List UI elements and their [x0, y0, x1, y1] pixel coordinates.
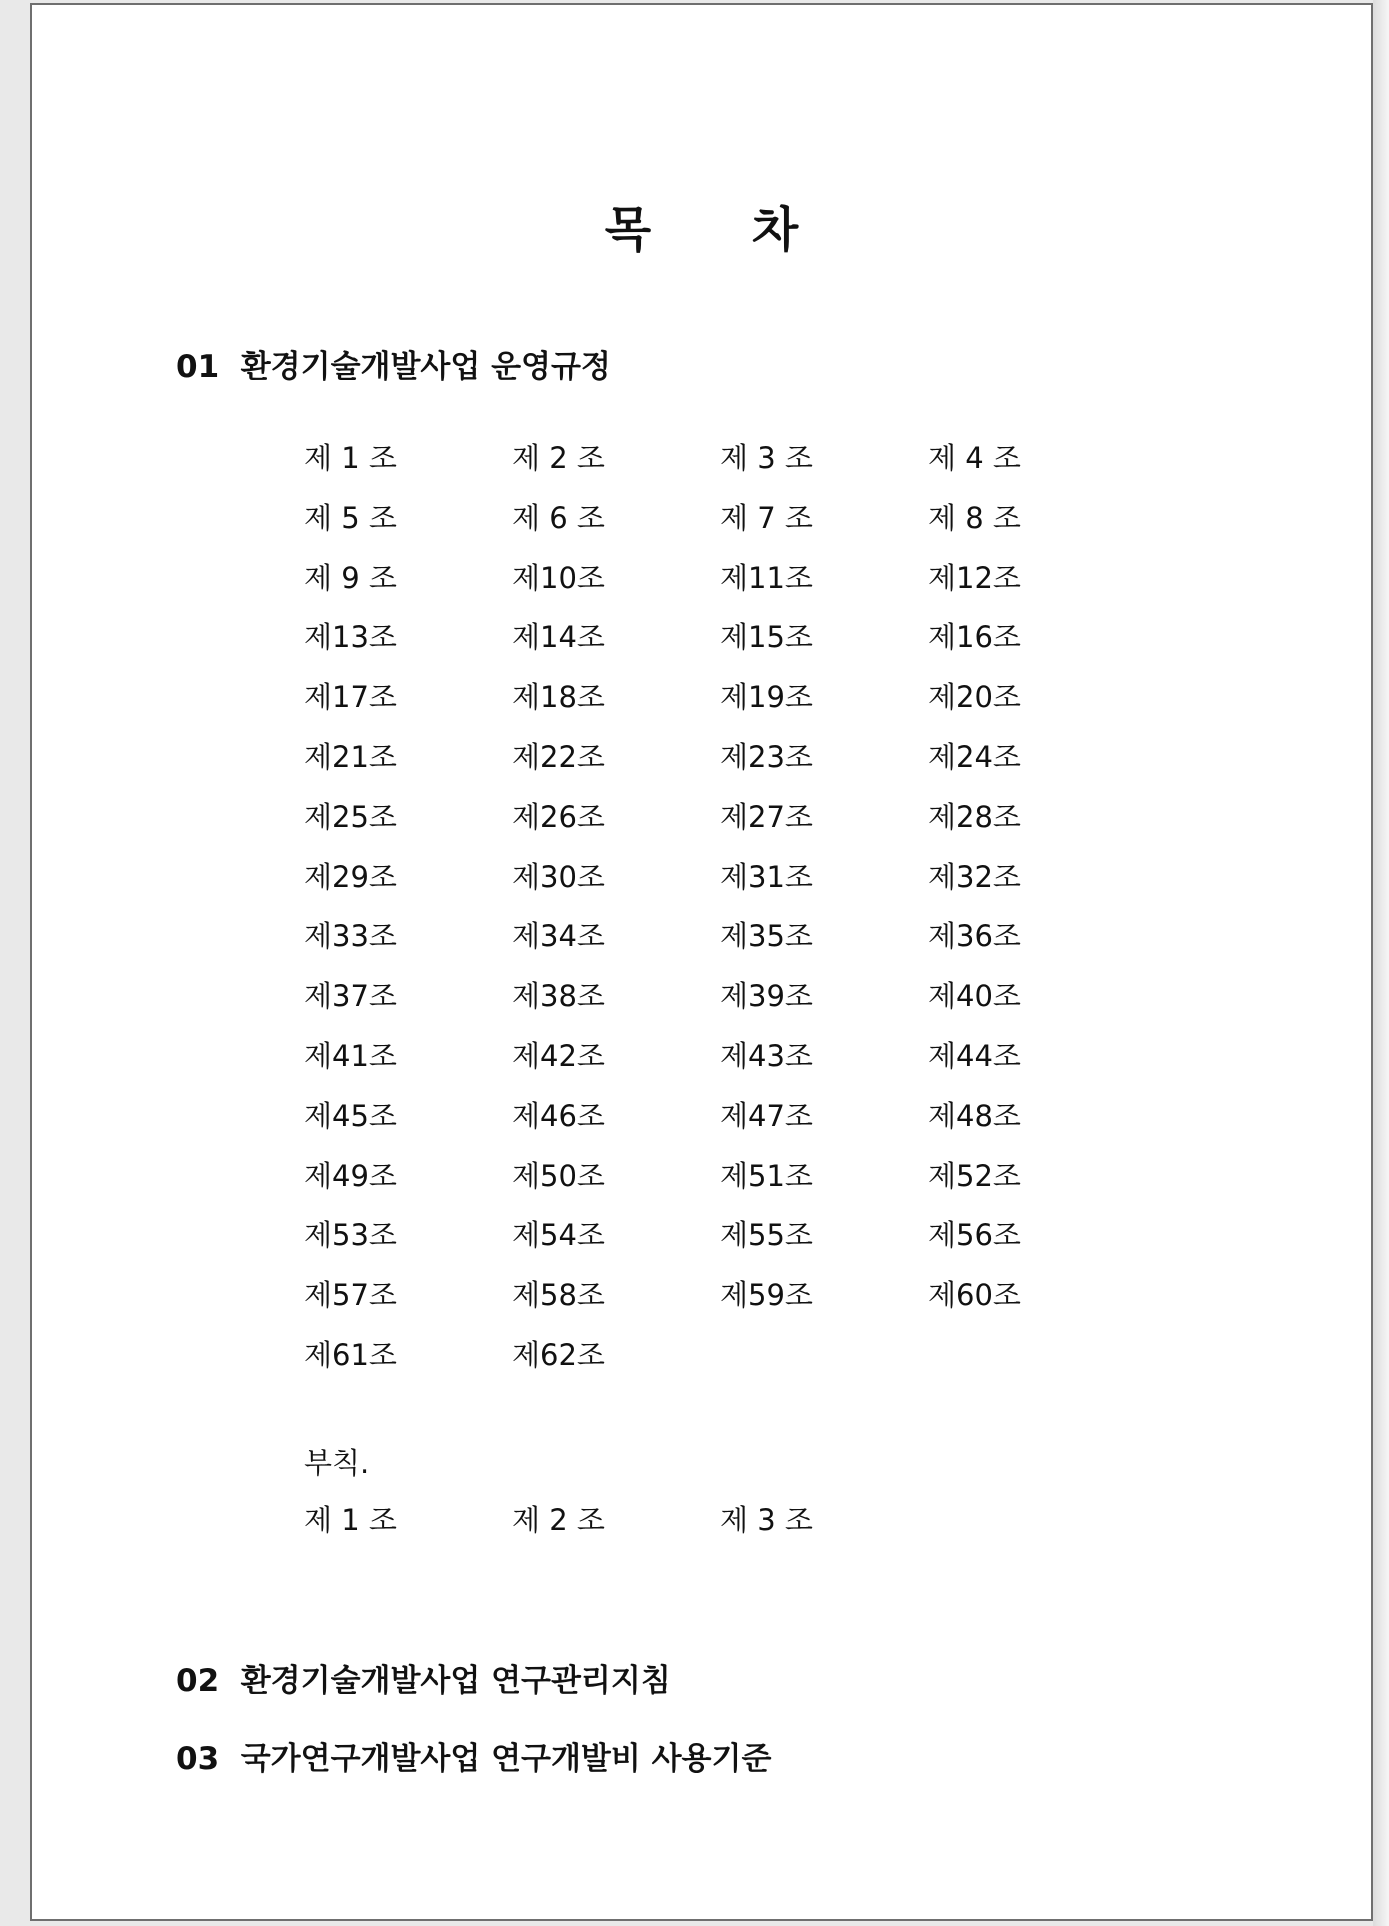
article-link[interactable]: 제50조: [512, 1158, 605, 1193]
article-link[interactable]: 제15조: [720, 620, 813, 655]
article-link[interactable]: 제 4 조: [928, 441, 1021, 475]
article-link[interactable]: 제40조: [928, 979, 1021, 1014]
article-link[interactable]: 제 1 조: [304, 441, 397, 475]
supplementary-article-list: [304, 1500, 1134, 1560]
article-link[interactable]: 제52조: [928, 1158, 1021, 1193]
article-link[interactable]: 제14조: [512, 620, 605, 655]
article-link[interactable]: 제11조: [720, 560, 813, 595]
section-number: 01: [176, 349, 220, 385]
article-link[interactable]: 제12조: [928, 560, 1021, 595]
article-link[interactable]: 제25조: [304, 799, 397, 834]
article-link[interactable]: 제22조: [512, 739, 605, 774]
article-link[interactable]: 제38조: [512, 979, 605, 1014]
article-link[interactable]: 제 2 조: [512, 1503, 605, 1537]
article-link[interactable]: 제32조: [928, 859, 1021, 894]
section-name: 국가연구개발사업 연구개발비 사용기준: [240, 1741, 772, 1777]
article-link[interactable]: 제36조: [928, 919, 1021, 954]
article-link[interactable]: 제53조: [304, 1218, 397, 1253]
article-link[interactable]: 제30조: [512, 859, 605, 894]
article-link[interactable]: 제62조: [512, 1337, 605, 1372]
article-link[interactable]: 제 3 조: [720, 441, 813, 475]
article-link[interactable]: 제48조: [928, 1098, 1021, 1133]
article-link[interactable]: 제35조: [720, 919, 813, 954]
section-01-heading[interactable]: [176, 341, 611, 386]
article-link[interactable]: 제55조: [720, 1218, 813, 1253]
article-link[interactable]: 제 1 조: [304, 1503, 397, 1537]
page-shadow: [1373, 0, 1389, 1926]
article-link[interactable]: 제43조: [720, 1038, 813, 1073]
article-link[interactable]: 제29조: [304, 859, 397, 894]
section-02-heading[interactable]: [176, 1655, 671, 1700]
article-link[interactable]: 제16조: [928, 620, 1021, 655]
article-link[interactable]: 제 3 조: [720, 1503, 813, 1537]
article-link[interactable]: 제21조: [304, 739, 397, 774]
article-link[interactable]: 제49조: [304, 1158, 397, 1193]
article-link[interactable]: 제13조: [304, 620, 397, 655]
article-link[interactable]: 제46조: [512, 1098, 605, 1133]
article-link[interactable]: 제31조: [720, 859, 813, 894]
document-page: [30, 3, 1373, 1921]
article-link[interactable]: 제42조: [512, 1038, 605, 1073]
article-link[interactable]: 제27조: [720, 799, 813, 834]
article-link[interactable]: 제37조: [304, 979, 397, 1014]
article-link[interactable]: 제57조: [304, 1278, 397, 1313]
article-link[interactable]: 제39조: [720, 979, 813, 1014]
page-title: 목 차: [604, 202, 841, 258]
article-link[interactable]: 제54조: [512, 1218, 605, 1253]
article-link[interactable]: 제59조: [720, 1278, 813, 1313]
article-link[interactable]: 제 2 조: [512, 441, 605, 475]
article-link[interactable]: 제19조: [720, 680, 813, 715]
article-link[interactable]: 제56조: [928, 1218, 1021, 1253]
article-link[interactable]: 제23조: [720, 739, 813, 774]
section-number: 02: [176, 1663, 220, 1699]
supplementary-label: 부칙.: [304, 1446, 370, 1480]
article-link[interactable]: 제17조: [304, 680, 397, 715]
article-link[interactable]: 제51조: [720, 1158, 813, 1193]
article-link[interactable]: 제 5 조: [304, 500, 397, 535]
section-03-heading[interactable]: [176, 1733, 771, 1778]
section-number: 03: [176, 1741, 220, 1777]
article-link[interactable]: 제28조: [928, 799, 1021, 834]
article-link[interactable]: 제60조: [928, 1278, 1021, 1313]
article-link[interactable]: 제47조: [720, 1098, 813, 1133]
article-link[interactable]: 제45조: [304, 1098, 397, 1133]
article-link[interactable]: 제34조: [512, 919, 605, 954]
article-link[interactable]: 제44조: [928, 1038, 1021, 1073]
article-link[interactable]: 제 8 조: [928, 500, 1021, 535]
article-link[interactable]: 제26조: [512, 799, 605, 834]
article-link[interactable]: 제18조: [512, 680, 605, 715]
article-list: [304, 438, 1134, 1395]
article-link[interactable]: 제 6 조: [512, 500, 605, 535]
article-link[interactable]: 제61조: [304, 1337, 397, 1372]
section-name: 환경기술개발사업 운영규정: [240, 349, 611, 385]
section-name: 환경기술개발사업 연구관리지침: [240, 1663, 671, 1699]
article-link[interactable]: 제41조: [304, 1038, 397, 1073]
article-link[interactable]: 제20조: [928, 680, 1021, 715]
article-link[interactable]: 제10조: [512, 560, 605, 595]
article-link[interactable]: 제 9 조: [304, 560, 397, 595]
article-link[interactable]: 제58조: [512, 1278, 605, 1313]
article-link[interactable]: 제 7 조: [720, 500, 813, 535]
article-link[interactable]: 제33조: [304, 919, 397, 954]
article-link[interactable]: 제24조: [928, 739, 1021, 774]
